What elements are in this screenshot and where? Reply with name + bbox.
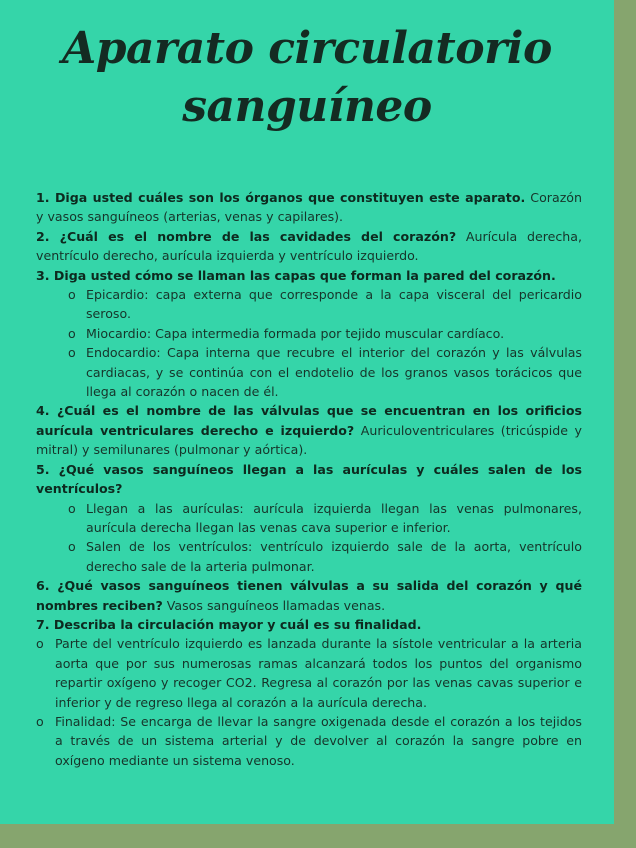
question-2: 2. ¿Cuál es el nombre de las cavidades del corazón? — [36, 228, 457, 244]
qa-item-2 — [36, 227, 582, 266]
qa-item-6 — [36, 576, 582, 615]
question-7: 7. Describa la circulación mayor y cuál es su finalidad. — [36, 616, 422, 632]
list-item — [36, 712, 582, 770]
question-4: 4. ¿Cuál es el nombre de las válvulas que se encuentran en los orificios aurícula ventriculares derecho e izquierdo? — [36, 403, 582, 438]
answer-4: Auriculoventriculares (tricúspide y mitral) y semilunares (pulmonar y aórtica). — [36, 422, 582, 458]
answer-2: Aurícula derecha, ventrículo derecho, aurícula izquierda y ventrículo izquierdo. — [36, 228, 582, 264]
question-5: 5. ¿Qué vasos sanguíneos llegan a las aurículas y cuáles salen de los ventrículos? — [36, 461, 582, 497]
qa-item-5 — [36, 460, 582, 499]
answer-7-list — [36, 634, 582, 770]
list-item — [68, 324, 582, 343]
bullet-icon: o — [36, 636, 44, 652]
bullet-icon: o — [68, 539, 76, 555]
bullet-icon: o — [68, 345, 76, 361]
list-item-text: Epicardio: capa externa que corresponde a la capa visceral del pericardio seroso. — [86, 287, 582, 322]
list-item-text: Finalidad: Se encarga de llevar la sangre oxigenada desde el corazón a los tejidos a través de un sistema arterial y de devolver al corazón la sangre pobre en oxígeno mediante un sistema venoso. — [55, 713, 582, 768]
qa-content — [36, 188, 582, 770]
list-item — [68, 537, 582, 576]
list-item — [36, 634, 582, 712]
list-item — [68, 285, 582, 324]
bullet-icon: o — [68, 500, 76, 516]
bullet-icon: o — [68, 287, 76, 303]
list-item-text: Salen de los ventrículos: ventrículo izquierdo sale de la aorta, ventrículo derecho sale de la arteria pulmonar. — [86, 539, 582, 574]
question-1: 1. Diga usted cuáles son los órganos que constituyen este aparato. — [36, 190, 526, 205]
answer-5-list — [36, 499, 582, 577]
question-6: 6. ¿Qué vasos sanguíneos tienen válvulas a su salida del corazón y qué nombres reciben? — [36, 578, 582, 613]
list-item — [68, 499, 582, 538]
list-item-text: Endocardio: Capa interna que recubre el interior del corazón y las válvulas cardiacas, y se continúa con el endotelio de los granos vasos torácicos que llega al corazón o nacen de él. — [86, 345, 582, 400]
bullet-icon: o — [36, 713, 44, 729]
answer-6: Vasos sanguíneos llamadas venas. — [162, 597, 386, 613]
list-item-text: Llegan a las aurículas: aurícula izquierda llegan las venas pulmonares, aurícula derecha llegan las venas cava superior e inferior. — [86, 500, 582, 535]
list-item-text: Parte del ventrículo izquierdo es lanzada durante la sístole ventricular a la arteria aorta que por sus numerosas ramas alcanzará todos los puntos del organismo repartir oxígeno y recoger CO2. Regresa al corazón por las venas cavas superior e inferior y de regreso llega al corazón a la aurícula derecha. — [55, 636, 582, 710]
qa-item-4 — [36, 401, 582, 459]
title-line-1: Aparato circulatorio — [62, 23, 552, 74]
bullet-icon: o — [68, 325, 76, 341]
qa-item-3 — [36, 266, 582, 285]
qa-item-1 — [36, 188, 582, 227]
list-item — [68, 343, 582, 401]
answer-1: Corazón y vasos sanguíneos (arterias, venas y capilares). — [36, 190, 582, 225]
qa-item-7 — [36, 615, 582, 634]
question-3: 3. Diga usted cómo se llaman las capas que forman la pared del corazón. — [36, 267, 556, 283]
answer-3-list — [36, 285, 582, 401]
title-line-2: sanguíneo — [182, 81, 432, 132]
list-item-text: Miocardio: Capa intermedia formada por tejido muscular cardíaco. — [86, 325, 505, 341]
page-title — [0, 20, 614, 136]
